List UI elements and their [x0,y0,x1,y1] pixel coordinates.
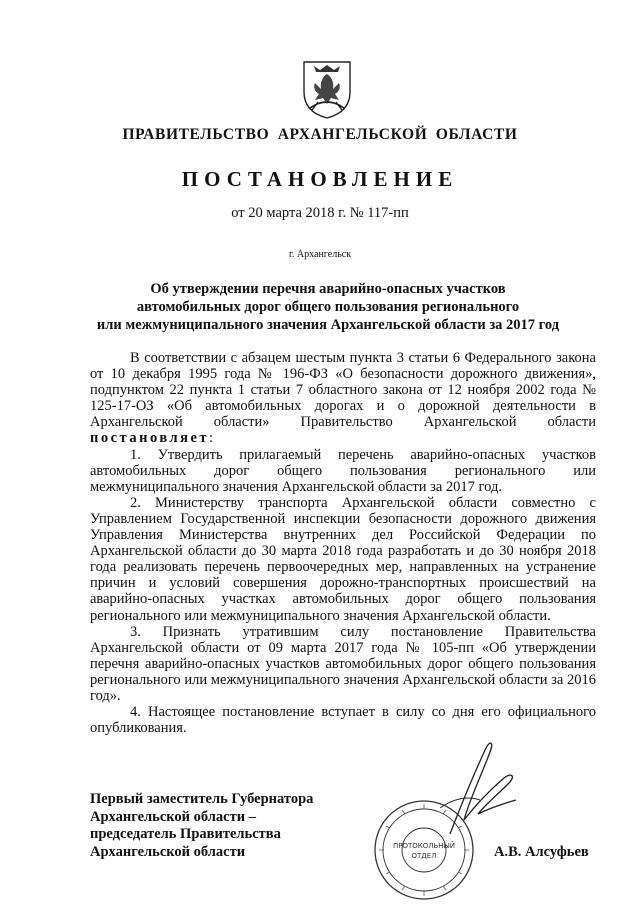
title-line: Об утверждении перечня аварийно-опасных участков [150,281,506,297]
title-line: или межмуниципального значения Архангельской области за 2017 год [96,317,560,333]
coat-of-arms-icon [300,58,354,120]
document-city: г. Архангельск [288,249,352,260]
clause-3: 3. Признать утратившим силу постановление Правительства Архангельской области от 09 марта 2017 года № 105-пп «Об утверждении перечня аварийно-опасных участков автомобильных дорог общего пользования регионального или межмуниципального значения Архангельской области за 2016 год». [90,623,596,704]
clause-1: 1. Утвердить прилагаемый перечень аварийно-опасных участков автомобильных дорог общего пользования регионального или межмуниципального значения Архангельской области за 2017 год. [90,446,596,495]
resolves-colon: : [209,430,214,447]
signatory-role [90,791,350,861]
preamble-text: В соответствии с абзацем шестым пункта 3 статьи 6 Федерального закона от 10 декабря 1995 года № 196-ФЗ «О безопасности дорожного движения», подпунктом 22 пункта 1 статьи 7 областного закона от 12 ноября 2002 года № 125-17-ОЗ «Об автомобильных дорогах и о дорожной деятельности в Архангельской области» Правительство Архангельской области [90,350,596,431]
government-name: ПРАВИТЕЛЬСТВО АРХАНГЕЛЬСКОЙ ОБЛАСТИ [122,126,518,143]
preamble-paragraph [90,350,596,447]
signatory-name: А.В. Алсуфьев [494,844,589,860]
svg-text:ОТДЕЛ: ОТДЕЛ [411,852,437,860]
clause-4: 4. Настоящее постановление вступает в силу со дня его официального опубликования. [90,704,596,737]
role-line: Первый заместитель Губернатора [90,791,314,807]
role-line: председатель Правительства [90,826,281,842]
clause-2: 2. Министерству транспорта Архангельской области совместно с Управлением Государственной инспекции безопасности дорожного движения Управления Министерства внутренних дел Российской Федерации по Архангельской области до 30 марта 2018 года разработать и до 30 ноября 2018 года реализовать перечень первоочередных мер, направленных на устранение причин и условий совершения дорожно-транспортных происшествий на аварийно-опасных участках автомобильных дорог общего пользования регионального или межмуниципального значения Архангельской области. [90,494,596,624]
handwritten-signature-icon [420,738,530,838]
title-line: автомобильных дорог общего пользования регионального [136,299,520,315]
document-type: ПОСТАНОВЛЕНИЕ [181,167,459,191]
document-date: от 20 марта 2018 г. № 117-пп [231,205,409,221]
resolves-word: постановляет [90,430,210,447]
document-body [90,350,596,736]
role-line: Архангельской области [90,843,246,860]
role-line: Архангельской области – [90,808,256,825]
svg-text:ПРОТОКОЛЬНЫЙ: ПРОТОКОЛЬНЫЙ [392,842,456,850]
document-title [88,280,568,334]
